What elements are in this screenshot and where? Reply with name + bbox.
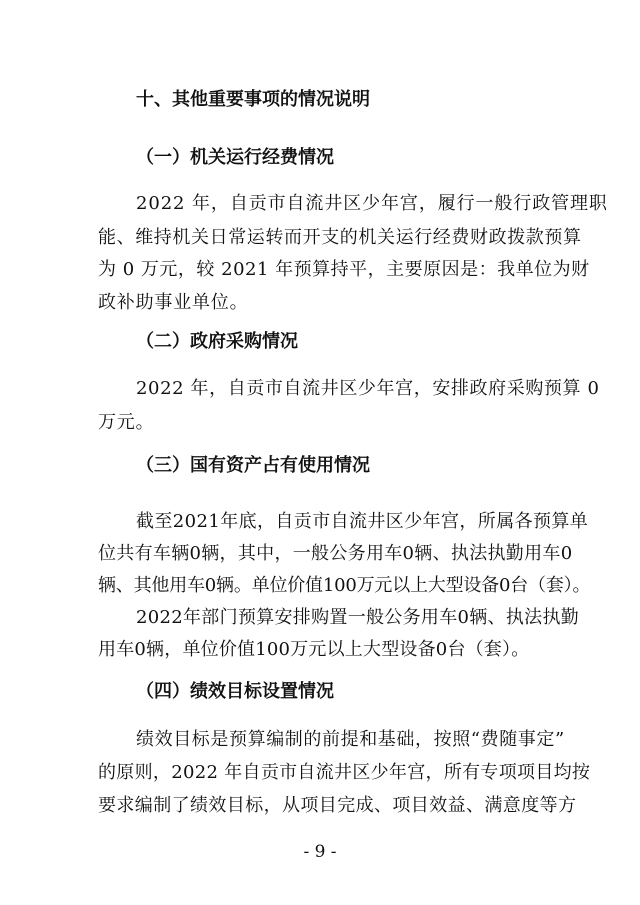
paragraph-line: 要求编制了绩效目标，从项目完成、项目效益、满意度等方 <box>98 795 577 816</box>
paragraph-line: 万元。 <box>98 412 155 433</box>
page-number: - 9 - <box>303 842 337 862</box>
paragraph-line: 2022 年，自贡市自流井区少年宫，安排政府采购预算 0 <box>136 378 600 399</box>
subsection-heading-2: （二）政府采购情况 <box>136 331 298 352</box>
paragraph-line: 位共有车辆0辆，其中，一般公务用车0辆、执法执勤用车0 <box>98 543 573 564</box>
paragraph-line: 辆、其他用车0辆。单位价值100万元以上大型设备0台（套）。 <box>98 575 591 596</box>
paragraph-line: 截至2021年底，自贡市自流井区少年宫，所属各预算单 <box>136 511 589 532</box>
section-title: 十、其他重要事项的情况说明 <box>136 89 370 110</box>
paragraph-line: 能、维持机关日常运转而开支的机关运行经费财政拨款预算 <box>98 227 582 248</box>
paragraph-line: 2022 年，自贡市自流井区少年宫，履行一般行政管理职 <box>136 193 608 214</box>
paragraph-line: 2022年部门预算安排购置一般公务用车0辆、执法执勤 <box>136 607 580 628</box>
paragraph-line: 用车0辆，单位价值100万元以上大型设备0台（套）。 <box>98 639 530 660</box>
paragraph-line: 为 0 万元，较 2021 年预算持平，主要原因是：我单位为财 <box>98 259 590 280</box>
subsection-heading-3: （三）国有资产占有使用情况 <box>136 455 370 476</box>
paragraph-line: 政补助事业单位。 <box>98 292 249 313</box>
subsection-heading-1: （一）机关运行经费情况 <box>136 147 334 168</box>
paragraph-line: 的原则，2022 年自贡市自流井区少年宫，所有专项项目均按 <box>98 762 591 783</box>
paragraph-line: 绩效目标是预算编制的前提和基础，按照“费随事定” <box>136 729 565 750</box>
subsection-heading-4: （四）绩效目标设置情况 <box>136 681 334 702</box>
